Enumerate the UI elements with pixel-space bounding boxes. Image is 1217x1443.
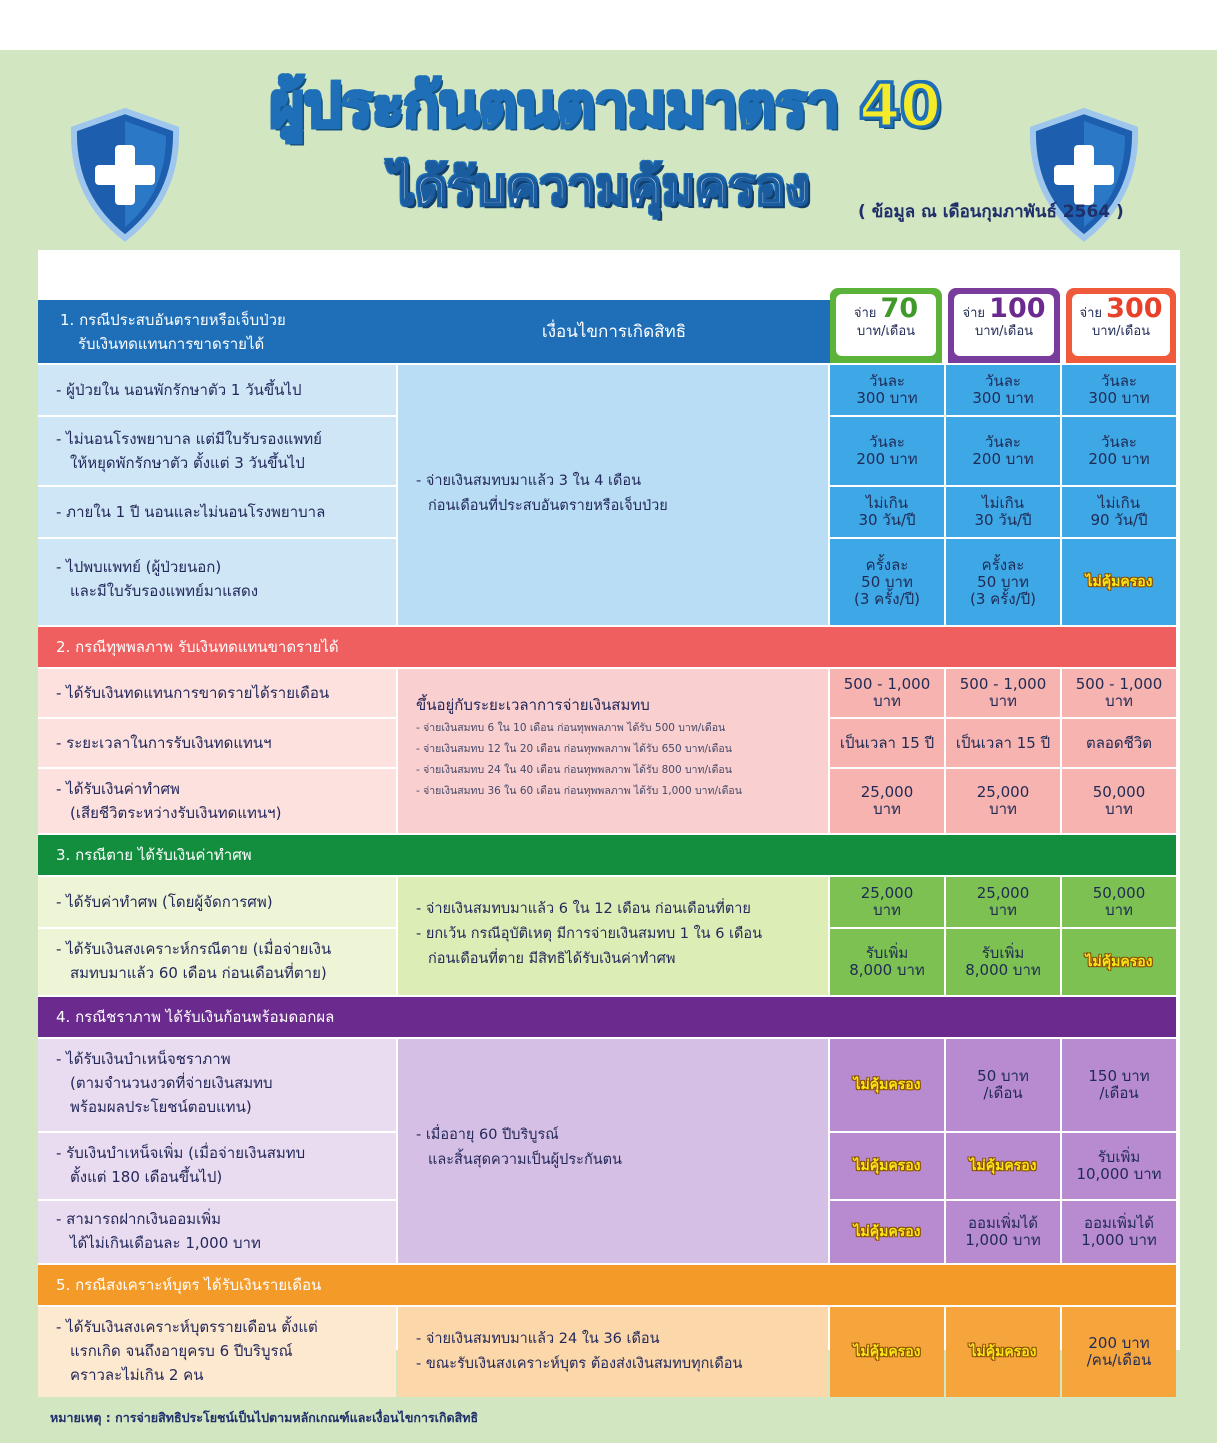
value-line: /คน/เดือน — [1086, 1351, 1152, 1369]
s3-r1-c100 — [946, 877, 1060, 927]
s4-r1-c70 — [830, 1039, 944, 1131]
section-1-title-line2: รับเงินทดแทนการขาดรายได้ — [78, 335, 265, 353]
not-covered-badge: ไม่คุ้มครอง — [853, 1343, 921, 1360]
value-line: วันละ — [869, 372, 905, 390]
s4-row1-text2: (ตามจำนวนงวดที่จ่ายเงินสมทบ — [70, 1074, 273, 1092]
section-5-header: 5. กรณีสงเคราะห์บุตร ได้รับเงินรายเดือน — [38, 1265, 1176, 1305]
not-covered-badge: ไม่คุ้มครอง — [969, 1343, 1037, 1360]
value-line: 50,000 — [1092, 884, 1146, 902]
s4-r3-c100 — [946, 1201, 1060, 1263]
value-line: 25,000 — [860, 783, 914, 801]
value-line: เป็นเวลา 15 ปี — [839, 733, 935, 752]
value-line: วันละ — [985, 372, 1021, 390]
value-line: บาท — [989, 800, 1017, 818]
s1-condition-line2: ก่อนเดือนที่ประสบอันตรายหรือเจ็บป่วย — [428, 498, 668, 514]
value-line: (3 ครั้ง/ปี) — [853, 589, 920, 608]
value-line: 25,000 — [976, 783, 1030, 801]
s3-r2-c70 — [830, 929, 944, 995]
value-line: 50 บาท — [977, 572, 1029, 591]
s1-r1-c70 — [830, 365, 944, 415]
section-1-title-line1: 1. กรณีประสบอันตรายหรือเจ็บป่วย — [60, 311, 286, 329]
s4-row2-text1: - รับเงินบำเหน็จเพิ่ม (เมื่อจ่ายเงินสมทบ — [56, 1144, 306, 1162]
value-line: บาท — [873, 800, 901, 818]
s5-r1-c100 — [946, 1307, 1060, 1397]
s1-condition-line1: - จ่ายเงินสมทบมาแล้ว 3 ใน 4 เดือน — [416, 473, 642, 489]
plan-300-amount: 300 — [1106, 293, 1163, 324]
s4-row3-label — [38, 1201, 396, 1263]
page-subtitle: ได้รับความคุ้มครอง — [390, 158, 810, 216]
s4-r3-c300 — [1062, 1201, 1176, 1263]
s1-row3-label — [38, 487, 396, 537]
s4-row2-text2: ตั้งแต่ 180 เดือนขึ้นไป) — [70, 1168, 223, 1186]
value-line: บาท — [1105, 901, 1133, 919]
value-line: 50 บาท — [977, 1067, 1029, 1085]
value-line: วันละ — [1101, 372, 1137, 390]
not-covered-badge: ไม่คุ้มครอง — [969, 1157, 1037, 1174]
s4-r3-c70 — [830, 1201, 944, 1263]
value-line: 30 วัน/ปี — [974, 511, 1032, 529]
value-line: 30 วัน/ปี — [858, 511, 916, 529]
s4-condition-line1: - เมื่ออายุ 60 ปีบริบูรณ์ — [416, 1127, 559, 1143]
s2-r1-c300 — [1062, 669, 1176, 717]
s1-r1-c300 — [1062, 365, 1176, 415]
plan-70-unit: บาท/เดือน — [856, 324, 916, 339]
s1-row4-text1: - ไปพบแพทย์ (ผู้ป่วยนอก) — [56, 558, 222, 576]
s2-r1-c100 — [946, 669, 1060, 717]
s2-condition-item: - จ่ายเงินสมทบ 12 ใน 20 เดือน ก่อนทุพพลภาพ ได้รับ 650 บาท/เดือน — [416, 743, 732, 755]
section-2-header: 2. กรณีทุพพลภาพ รับเงินทดแทนขาดรายได้ — [38, 627, 1176, 667]
value-line: วันละ — [1101, 433, 1137, 451]
value-line: 300 บาท — [972, 389, 1034, 407]
s3-condition-line1: - จ่ายเงินสมทบมาแล้ว 6 ใน 12 เดือน ก่อนเดือนที่ตาย — [416, 901, 751, 917]
plan-300-pre: จ่าย — [1079, 306, 1103, 321]
s4-row3-text1: - สามารถฝากเงินออมเพิ่ม — [56, 1210, 222, 1228]
value-line: /เดือน — [1099, 1084, 1139, 1102]
value-line: บาท — [989, 692, 1017, 710]
value-line: 50,000 — [1092, 783, 1146, 801]
value-line: 200 บาท — [1088, 450, 1150, 468]
s1-r3-c300 — [1062, 487, 1176, 537]
s3-row2-text1: - ได้รับเงินสงเคราะห์กรณีตาย (เมื่อจ่ายเงิน — [56, 940, 332, 958]
s3-condition — [398, 877, 828, 995]
s1-r4-c100 — [946, 539, 1060, 625]
value-line: บาท — [989, 901, 1017, 919]
s2-row3-text1: - ได้รับเงินค่าทำศพ — [56, 780, 180, 798]
value-line: 90 วัน/ปี — [1090, 511, 1148, 529]
s2-r3-c100 — [946, 769, 1060, 833]
data-date-note: ( ข้อมูล ณ เดือนกุมภาพันธ์ 2564 ) — [858, 202, 1124, 222]
s1-r2-c300 — [1062, 417, 1176, 485]
value-line: 500 - 1,000 — [959, 675, 1047, 693]
s2-r3-c70 — [830, 769, 944, 833]
s5-r1-c300 — [1062, 1307, 1176, 1397]
value-line: บาท — [873, 901, 901, 919]
s2-r1-c70 — [830, 669, 944, 717]
value-line: รับเพิ่ม — [865, 944, 909, 962]
s5-row1-text1: - ได้รับเงินสงเคราะห์บุตรรายเดือน ตั้งแต่ — [56, 1318, 318, 1336]
s4-r1-c100 — [946, 1039, 1060, 1131]
plan-70-amount: 70 — [880, 293, 919, 324]
value-line: 25,000 — [976, 884, 1030, 902]
value-line: 500 - 1,000 — [1075, 675, 1163, 693]
s1-r3-c100 — [946, 487, 1060, 537]
s1-r3-c70 — [830, 487, 944, 537]
s4-r2-c100 — [946, 1133, 1060, 1199]
value-line: 8,000 บาท — [849, 961, 925, 979]
s3-r1-c300 — [1062, 877, 1176, 927]
value-line: ไม่เกิน — [982, 494, 1024, 512]
value-line: ออมเพิ่มได้ — [1083, 1214, 1155, 1232]
value-line: 8,000 บาท — [965, 961, 1041, 979]
value-line: บาท — [873, 692, 901, 710]
value-line: ครั้งละ — [865, 555, 909, 574]
s3-r2-c300 — [1062, 929, 1176, 995]
s3-row2-text2: สมทบมาแล้ว 60 เดือน ก่อนเดือนที่ตาย) — [70, 964, 327, 982]
s3-r1-c70 — [830, 877, 944, 927]
s3-row2-label — [38, 929, 396, 995]
value-line: 200 บาท — [856, 450, 918, 468]
s2-row3-label — [38, 769, 396, 833]
s2-r2-c70 — [830, 719, 944, 767]
plan-100-amount: 100 — [989, 293, 1046, 324]
not-covered-badge: ไม่คุ้มครอง — [853, 1076, 921, 1093]
s5-r1-c70 — [830, 1307, 944, 1397]
s5-row1-label — [38, 1307, 396, 1397]
value-line: ไม่เกิน — [866, 494, 908, 512]
condition-column-header: เงื่อนไขการเกิดสิทธิ — [541, 322, 687, 342]
value-line: ครั้งละ — [981, 555, 1025, 574]
section-4-header: 4. กรณีชราภาพ ได้รับเงินก้อนพร้อมดอกผล — [38, 997, 1176, 1037]
s1-row2-text1: - ไม่นอนโรงพยาบาล แต่มีใบรับรองแพทย์ — [56, 430, 322, 448]
plan-box-100 — [954, 294, 1054, 356]
value-line: เป็นเวลา 15 ปี — [955, 733, 1051, 752]
value-line: 200 บาท — [972, 450, 1034, 468]
s1-row1-text: - ผู้ป่วยใน นอนพักรักษาตัว 1 วันขึ้นไป — [56, 381, 302, 399]
value-line: รับเพิ่ม — [981, 944, 1025, 962]
shield-icon-left — [66, 107, 184, 242]
s1-condition — [398, 365, 828, 625]
s5-condition-line1: - จ่ายเงินสมทบมาแล้ว 24 ใน 36 เดือน — [416, 1331, 660, 1347]
plan-box-300 — [1072, 294, 1170, 356]
s1-r2-c70 — [830, 417, 944, 485]
value-line: 200 บาท — [1088, 1334, 1150, 1352]
s3-row1-text: - ได้รับค่าทำศพ (โดยผู้จัดการศพ) — [56, 893, 273, 911]
plan-100-unit: บาท/เดือน — [974, 324, 1034, 339]
value-line: 1,000 บาท — [965, 1231, 1041, 1249]
plan-100-pre: จ่าย — [962, 306, 986, 321]
s2-r2-c300 — [1062, 719, 1176, 767]
s4-condition — [398, 1039, 828, 1263]
not-covered-badge: ไม่คุ้มครอง — [853, 1157, 921, 1174]
plan-300-unit: บาท/เดือน — [1091, 324, 1151, 339]
section-1-title — [60, 308, 400, 358]
value-line: ตลอดชีวิต — [1085, 733, 1153, 752]
s1-row1-label — [38, 365, 396, 415]
value-line: 500 - 1,000 — [843, 675, 931, 693]
value-line: 25,000 — [860, 884, 914, 902]
value-line: ออมเพิ่มได้ — [967, 1214, 1039, 1232]
s1-r4-c300 — [1062, 539, 1176, 625]
s4-row2-label — [38, 1133, 396, 1199]
page-title: ผู้ประกันตนตามมาตรา 40 — [269, 71, 941, 141]
s2-row3-text2: (เสียชีวิตระหว่างรับเงินทดแทนฯ) — [70, 804, 282, 822]
s1-row4-text2: และมีใบรับรองแพทย์มาแสดง — [70, 582, 259, 600]
value-line: 300 บาท — [1088, 389, 1150, 407]
s2-row2-text: - ระยะเวลาในการรับเงินทดแทนฯ — [56, 734, 272, 752]
plan-70-pre: จ่าย — [853, 306, 877, 321]
value-line: 10,000 บาท — [1076, 1165, 1162, 1183]
s2-row2-label — [38, 719, 396, 767]
s2-condition-main: ขึ้นอยู่กับระยะเวลาการจ่ายเงินสมทบ — [416, 696, 650, 714]
s2-r3-c300 — [1062, 769, 1176, 833]
s1-row2-label — [38, 417, 396, 485]
value-line: 1,000 บาท — [1081, 1231, 1157, 1249]
s5-row1-text2: แรกเกิด จนถึงอายุครบ 6 ปีบริบูรณ์ — [70, 1342, 293, 1360]
s4-r1-c300 — [1062, 1039, 1176, 1131]
value-line: 300 บาท — [856, 389, 918, 407]
value-line: /เดือน — [983, 1084, 1023, 1102]
s4-row3-text2: ได้ไม่เกินเดือนละ 1,000 บาท — [70, 1234, 261, 1252]
s4-r2-c70 — [830, 1133, 944, 1199]
value-line: ไม่เกิน — [1098, 494, 1140, 512]
s3-r2-c100 — [946, 929, 1060, 995]
s2-condition — [398, 669, 828, 833]
s2-row1-text: - ได้รับเงินทดแทนการขาดรายได้รายเดือน — [56, 684, 330, 702]
s1-row3-text: - ภายใน 1 ปี นอนและไม่นอนโรงพยาบาล — [56, 503, 326, 521]
s2-row1-label — [38, 669, 396, 717]
s4-row1-text1: - ได้รับเงินบำเหน็จชราภาพ — [56, 1050, 231, 1068]
not-covered-badge: ไม่คุ้มครอง — [853, 1223, 921, 1240]
s2-condition-item: - จ่ายเงินสมทบ 24 ใน 40 เดือน ก่อนทุพพลภาพ ได้รับ 800 บาท/เดือน — [416, 764, 732, 776]
s5-condition — [398, 1307, 828, 1397]
s2-condition-item: - จ่ายเงินสมทบ 36 ใน 60 เดือน ก่อนทุพพลภาพ ได้รับ 1,000 บาท/เดือน — [416, 785, 742, 797]
s3-row1-label — [38, 877, 396, 927]
s4-r2-c300 — [1062, 1133, 1176, 1199]
s4-row1-label — [38, 1039, 396, 1131]
value-line: บาท — [1105, 800, 1133, 818]
value-line: วันละ — [985, 433, 1021, 451]
s5-row1-text3: คราวละไม่เกิน 2 คน — [70, 1366, 204, 1384]
s5-condition-line2: - ขณะรับเงินสงเคราะห์บุตร ต้องส่งเงินสมทบทุกเดือน — [416, 1356, 743, 1372]
not-covered-badge: ไม่คุ้มครอง — [1085, 953, 1153, 970]
s1-r2-c100 — [946, 417, 1060, 485]
s1-row2-text2: ให้หยุดพักรักษาตัว ตั้งแต่ 3 วันขึ้นไป — [70, 454, 305, 472]
s3-condition-line3: ก่อนเดือนที่ตาย มีสิทธิได้รับเงินค่าทำศพ — [428, 951, 676, 967]
value-line: (3 ครั้ง/ปี) — [969, 589, 1036, 608]
value-line: รับเพิ่ม — [1097, 1148, 1141, 1166]
s1-r1-c100 — [946, 365, 1060, 415]
s1-r4-c70 — [830, 539, 944, 625]
value-line: 50 บาท — [861, 572, 913, 591]
s4-row1-text3: พร้อมผลประโยชน์ตอบแทน) — [70, 1098, 252, 1116]
benefits-table — [38, 250, 1180, 1384]
footer-note: หมายเหตุ : การจ่ายสิทธิประโยชน์เป็นไปตามหลักเกณฑ์และเงื่อนไขการเกิดสิทธิ — [50, 1410, 479, 1425]
s4-condition-line2: และสิ้นสุดความเป็นผู้ประกันตน — [428, 1152, 622, 1168]
value-line: 150 บาท — [1088, 1067, 1150, 1085]
not-covered-badge: ไม่คุ้มครอง — [1085, 573, 1153, 590]
value-line: บาท — [1105, 692, 1133, 710]
plan-box-70 — [836, 294, 936, 356]
s3-condition-line2: - ยกเว้น กรณีอุบัติเหตุ มีการจ่ายเงินสมทบ 1 ใน 6 เดือน — [416, 926, 763, 942]
s1-row4-label — [38, 539, 396, 625]
value-line: วันละ — [869, 433, 905, 451]
section-3-header: 3. กรณีตาย ได้รับเงินค่าทำศพ — [38, 835, 1176, 875]
s2-condition-item: - จ่ายเงินสมทบ 6 ใน 10 เดือน ก่อนทุพพลภาพ ได้รับ 500 บาท/เดือน — [416, 722, 726, 734]
s2-r2-c100 — [946, 719, 1060, 767]
